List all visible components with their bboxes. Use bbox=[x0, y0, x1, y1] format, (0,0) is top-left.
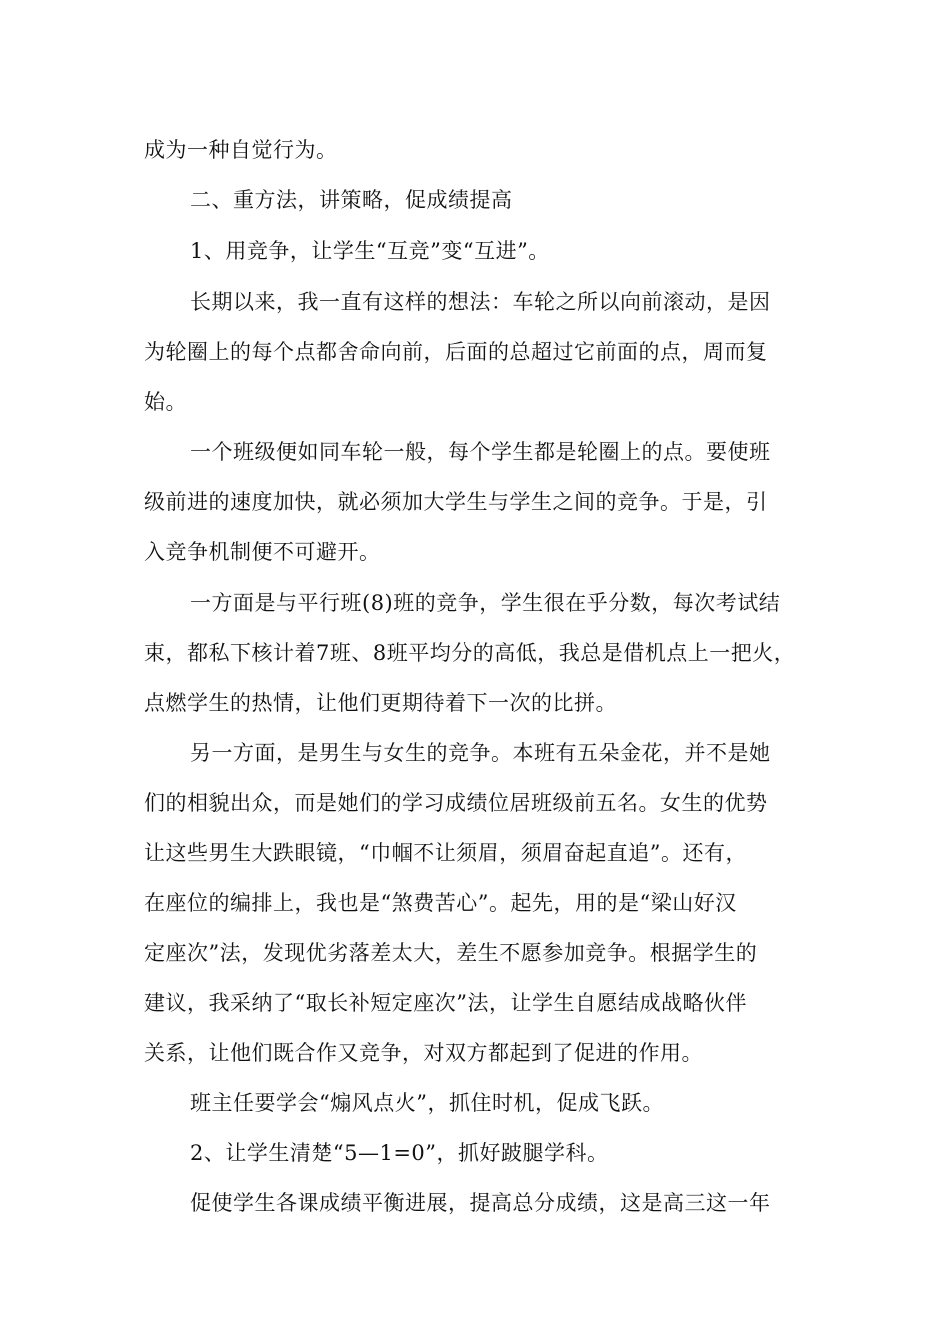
paragraph-line: 促使学生各课成绩平衡进展，提高总分成绩，这是高三这一年 bbox=[190, 1191, 771, 1215]
paragraph-line: 班主任要学会“煽风点火”，抓住时机，促成飞跃。 bbox=[190, 1091, 664, 1115]
paragraph-line: 成为一种自觉行为。 bbox=[144, 138, 338, 162]
paragraph-line: 建议，我采纳了“取长补短定座次”法，让学生自愿结成战略伙伴 bbox=[144, 991, 747, 1015]
paragraph-line: 让这些男生大跌眼镜，“巾帼不让须眉，须眉奋起直追”。还有， bbox=[144, 841, 747, 865]
paragraph-line: 长期以来，我一直有这样的想法：车轮之所以向前滚动，是因 bbox=[190, 290, 771, 314]
subsection-heading: 2、让学生清楚“5—1=0”，抓好跛腿学科。 bbox=[190, 1141, 609, 1165]
paragraph-line: 们的相貌出众，而是她们的学习成绩位居班级前五名。女生的优势 bbox=[144, 791, 768, 815]
paragraph-line: 关系，让他们既合作又竞争，对双方都起到了促进的作用。 bbox=[144, 1041, 703, 1065]
section-heading: 二、重方法，讲策略，促成绩提高 bbox=[190, 188, 513, 212]
paragraph-line: 另一方面，是男生与女生的竞争。本班有五朵金花，并不是她 bbox=[190, 741, 771, 765]
paragraph-line: 在座位的编排上，我也是“煞费苦心”。起先，用的是“梁山好汉 bbox=[144, 891, 737, 915]
paragraph-line: 一个班级便如同车轮一般，每个学生都是轮圈上的点。要使班 bbox=[190, 440, 771, 464]
paragraph-line: 点燃学生的热情，让他们更期待着下一次的比拼。 bbox=[144, 691, 617, 715]
paragraph-line: 一方面是与平行班(8)班的竞争，学生很在乎分数，每次考试结 bbox=[190, 591, 781, 615]
paragraph-line: 入竞争机制便不可避开。 bbox=[144, 540, 381, 564]
paragraph-line: 为轮圈上的每个点都舍命向前，后面的总超过它前面的点，周而复 bbox=[144, 340, 768, 364]
paragraph-line: 始。 bbox=[144, 390, 187, 414]
paragraph-line: 级前进的速度加快，就必须加大学生与学生之间的竞争。于是，引 bbox=[144, 490, 768, 514]
paragraph-line: 定座次”法，发现优劣落差太大，差生不愿参加竞争。根据学生的 bbox=[144, 941, 758, 965]
paragraph-line: 束，都私下核计着7班、8班平均分的高低，我总是借机点上一把火， bbox=[144, 641, 796, 665]
subsection-heading: 1、用竞争，让学生“互竞”变“互进”。 bbox=[190, 239, 550, 263]
